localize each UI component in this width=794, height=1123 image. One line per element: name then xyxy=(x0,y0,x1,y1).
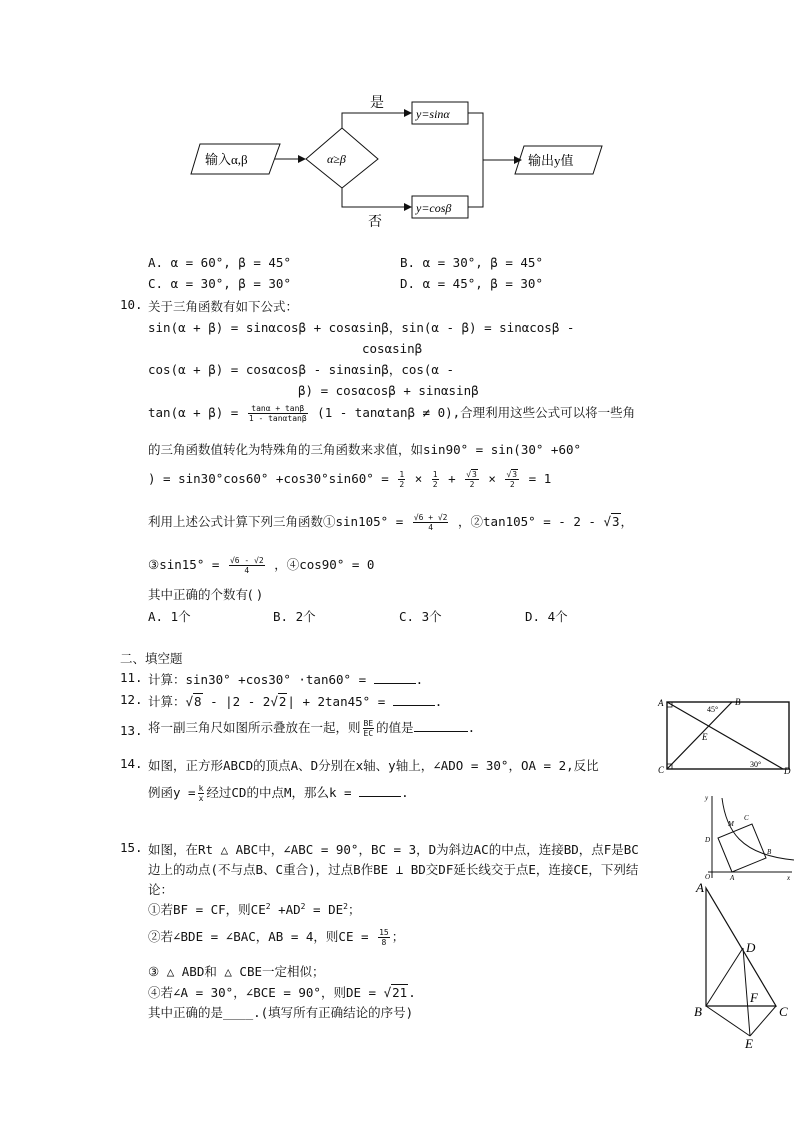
fig13-label-c: C xyxy=(658,765,665,775)
q10-option-a: A. 1个 xyxy=(148,609,191,624)
q10-formula-sin-a: sin(α + β) = sinαcosβ + cosαsinβ，sin(α - β) = sinαcosβ - xyxy=(148,320,575,335)
frac-num: k xyxy=(198,784,204,793)
q13-frac-be-ec xyxy=(363,719,375,738)
figure-q13-triangles xyxy=(655,695,794,777)
flowchart-condition-label: α≥β xyxy=(327,152,346,166)
q10-line-items-1 xyxy=(148,512,633,532)
times-sign: × xyxy=(414,471,423,486)
frac-num: 1 xyxy=(399,470,405,479)
frac-den: EC xyxy=(363,729,374,738)
q10-formula-sin-b: cosαsinβ xyxy=(362,341,423,356)
frac-num: √3 xyxy=(466,470,477,479)
fig15-label-b: B xyxy=(694,1004,702,1019)
frac-den: x xyxy=(198,794,204,803)
flowchart-no-label: 否 xyxy=(368,215,382,230)
q15-c1-pre: ①若BF = CF，则CE xyxy=(148,902,266,917)
sqrt-radicand: 21 xyxy=(392,985,408,1000)
fig14-square-abcd xyxy=(718,824,766,872)
q11-end: . xyxy=(415,672,424,687)
q10-frac-sqrt3-over-2-b xyxy=(505,470,519,489)
fig13-label-a: A xyxy=(658,698,664,708)
fig13-label-e: E xyxy=(702,732,708,742)
fig14-label-o: O xyxy=(705,873,711,881)
frac-num: √3 xyxy=(506,470,518,479)
q12-number: 12. xyxy=(120,692,143,707)
q11-answer-blank[interactable] xyxy=(374,683,416,684)
q15-sqrt21: √21 xyxy=(383,985,408,1000)
q10-line-items-2 xyxy=(148,555,374,575)
q10-calc-pre: ) = sin30°cos60° +cos30°sin60° = xyxy=(148,471,389,486)
section-fill-blank-heading: 二、填空题 xyxy=(120,651,183,666)
fig14-label-a: A xyxy=(730,874,735,882)
fig13-label-d: D xyxy=(784,766,791,776)
q14-answer-blank[interactable] xyxy=(359,796,401,797)
q10-line-calc xyxy=(148,470,551,489)
q10-intro: 关于三角函数有如下公式： xyxy=(148,299,299,314)
fig15-label-a: A xyxy=(696,880,704,895)
fig15-line-bd xyxy=(706,948,743,1006)
fig15-label-e: E xyxy=(745,1036,753,1050)
fig15-label-c: C xyxy=(779,1004,788,1019)
q15-c1-end: ； xyxy=(347,902,361,917)
q10-calc-post: = 1 xyxy=(528,471,552,486)
fig13-angle-45: 45° xyxy=(707,705,719,714)
q11-number: 11. xyxy=(120,670,143,685)
q12-text xyxy=(148,692,442,710)
q10-tan-post: (1 - tanαtanβ ≠ 0),合理利用这些公式可以将一些角 xyxy=(317,405,636,420)
flowchart-bottom-box-label: y=cosβ xyxy=(416,201,452,215)
q15-ask: 其中正确的是____.(填写所有正确结论的序号) xyxy=(148,1005,414,1020)
q10-items2-pre: ③sin15° = xyxy=(148,557,220,572)
q10-frac-half-1 xyxy=(398,470,405,489)
q10-items-pre: 利用上述公式计算下列三角函数①sin105° = xyxy=(148,514,404,529)
q13-text xyxy=(148,718,475,738)
q10-formula-tan xyxy=(148,403,635,423)
flowchart-yes-label: 是 xyxy=(370,96,384,111)
q10-sqrt3: √3 xyxy=(603,514,620,529)
flowchart-diagram xyxy=(185,88,615,238)
sqrt-radicand: 3 xyxy=(472,470,477,479)
superscript: 2 xyxy=(265,901,271,911)
superscript: 2 xyxy=(343,901,348,911)
fig14-label-m: M xyxy=(728,820,734,828)
q10-tan-numerator: tanα + tanβ xyxy=(248,404,308,414)
fig13-label-b: B xyxy=(735,697,741,707)
fig13-angle-30: 30° xyxy=(750,760,762,769)
q9-option-d: D. α = 45°, β = 30° xyxy=(400,276,543,291)
fig14-label-d: D xyxy=(705,836,711,844)
q10-tan-denominator: 1 - tanαtanβ xyxy=(248,414,307,423)
q15-number: 15. xyxy=(120,840,143,855)
q15-c1-post: = DE xyxy=(305,902,344,917)
q10-frac-half-2 xyxy=(432,470,439,489)
q15-line3: 论： xyxy=(148,882,174,897)
q10-line-example: 的三角函数值转化为特殊角的三角函数来求值，如sin90° = sin(30° +60° xyxy=(148,442,582,457)
q9-option-a: A. α = 60°, β = 45° xyxy=(148,255,291,270)
q15-line1: 如图，在Rt △ ABC中，∠ABC = 90°，BC = 3，D为斜边AC的中点，连接BD，点F是BC xyxy=(148,842,639,857)
q13-answer-blank[interactable] xyxy=(414,731,468,732)
q13-post: 的值是 xyxy=(376,720,414,735)
q14-number: 14. xyxy=(120,756,143,771)
q15-conclusion-3: ③ △ ABD和 △ CBE一定相似； xyxy=(148,964,325,979)
q15-conclusion-1 xyxy=(148,900,360,918)
plus-sign: + xyxy=(448,471,456,486)
fig15-line-be xyxy=(706,1006,750,1036)
q12-end: . xyxy=(434,694,443,709)
q12-pre: 计算： xyxy=(148,694,186,709)
q12-sqrt8: √8 xyxy=(185,694,202,709)
q12-answer-blank[interactable] xyxy=(393,705,435,706)
flowchart-top-box-label: y=sinα xyxy=(416,107,450,121)
frac-den: 2 xyxy=(469,480,475,489)
fig15-triangle-abc xyxy=(706,888,776,1006)
q10-question: 其中正确的个数有( ) xyxy=(148,587,262,602)
q15-conclusion-2 xyxy=(148,927,404,947)
q15-line2: 边上的动点(不与点B、C重合)，过点B作BE ⊥ BD交DF延长线交于点E，连接CE，下列结 xyxy=(148,862,639,877)
sqrt-radicand: 8 xyxy=(194,694,202,709)
times-sign: × xyxy=(488,471,496,486)
q10-items2-post: ，④cos90° = 0 xyxy=(274,557,375,572)
q10-option-c: C. 3个 xyxy=(399,609,442,624)
q10-formula-cos-b: β) = cosαcosβ + sinαsinβ xyxy=(298,383,479,398)
q12-post: | + 2tan45° = xyxy=(287,694,386,709)
q10-tan-fraction xyxy=(248,404,308,423)
fig14-label-x: x xyxy=(787,874,791,882)
frac-den: 2 xyxy=(399,480,405,489)
q12-mid: - |2 - 2 xyxy=(210,694,271,709)
frac-num: 1 xyxy=(432,470,438,479)
q11-body: 计算：sin30° +cos30° ·tan60° = xyxy=(148,672,367,687)
fig15-label-f: F xyxy=(750,990,758,1005)
q10-number: 10. xyxy=(120,297,143,312)
q15-c1-mid: +AD xyxy=(270,902,301,917)
frac-num: BE xyxy=(363,719,374,728)
frac-den: 8 xyxy=(381,938,387,947)
frac-den: 2 xyxy=(432,480,438,489)
fig13-line-bc xyxy=(667,702,732,769)
sqrt-radicand: 3 xyxy=(611,514,620,529)
frac-num: 15 xyxy=(379,928,389,937)
fig15-line-ce xyxy=(750,1006,776,1036)
q15-c2-pre: ②若∠BDE = ∠BAC，AB = 4，则CE = xyxy=(148,929,369,944)
q15-c4-end: . xyxy=(408,985,416,1000)
sqrt-radicand: 2 xyxy=(278,694,287,709)
frac-den: 4 xyxy=(244,566,250,575)
q13-pre: 将一副三角尺如图所示叠放在一起，则 xyxy=(148,720,361,735)
q14-end: . xyxy=(401,785,409,800)
frac-den: 4 xyxy=(428,523,434,532)
q10-formula-cos-a: cos(α + β) = cosαcosβ - sinαsinβ，cos(α - xyxy=(148,362,454,377)
q14-frac-k-x xyxy=(198,784,205,803)
q13-number: 13. xyxy=(120,723,143,738)
figure-q15-triangle xyxy=(688,880,792,1050)
flowchart-input-label: 输入α,β xyxy=(205,152,248,167)
frac-num: √6 - √2 xyxy=(229,556,264,565)
q10-frac-sin15 xyxy=(229,556,265,575)
fig14-label-y: y xyxy=(705,794,709,802)
fig15-label-d: D xyxy=(746,940,756,955)
q12-sqrt2: √2 xyxy=(270,694,287,709)
sqrt-radicand: 3 xyxy=(512,470,518,479)
frac-den: 2 xyxy=(509,480,515,489)
figure-q14-square xyxy=(700,790,794,882)
q9-option-b: B. α = 30°, β = 45° xyxy=(400,255,543,270)
fig14-hyperbola xyxy=(722,798,794,860)
q14-post: 经过CD的中点M，那么k = xyxy=(206,785,352,800)
q10-option-b: B. 2个 xyxy=(273,609,316,624)
q15-frac-15-8 xyxy=(378,928,390,947)
q15-c4-pre: ④若∠A = 30°，∠BCE = 90°，则DE = xyxy=(148,985,377,1000)
superscript: 2 xyxy=(300,901,306,911)
frac-num: √6 + √2 xyxy=(413,513,448,522)
q10-option-d: D. 4个 xyxy=(525,609,568,624)
q9-option-c: C. α = 30°, β = 30° xyxy=(148,276,291,291)
q10-items-end: ， xyxy=(620,514,634,529)
q14-pre: 例函y = xyxy=(148,785,196,800)
q10-tan-pre: tan(α + β) = xyxy=(148,405,239,420)
q10-frac-sqrt3-over-2-a xyxy=(465,470,479,489)
q13-end: . xyxy=(467,720,476,735)
q10-items-mid: ，②tan105° = - 2 - xyxy=(458,514,596,529)
q11-text xyxy=(148,670,423,688)
fig13-line-ad xyxy=(667,702,783,769)
fig14-label-c: C xyxy=(744,814,749,822)
fig14-label-b: B xyxy=(767,848,772,856)
q10-frac-sin105 xyxy=(413,513,449,532)
flowchart-output-label: 输出y值 xyxy=(528,153,574,168)
q15-conclusion-4 xyxy=(148,983,416,1001)
q15-c2-end: ； xyxy=(391,929,405,944)
q14-line1: 如图，正方形ABCD的顶点A、D分别在x轴、y轴上，∠ADO = 30°，OA = 2,反比 xyxy=(148,758,599,773)
q14-line2 xyxy=(148,783,409,803)
